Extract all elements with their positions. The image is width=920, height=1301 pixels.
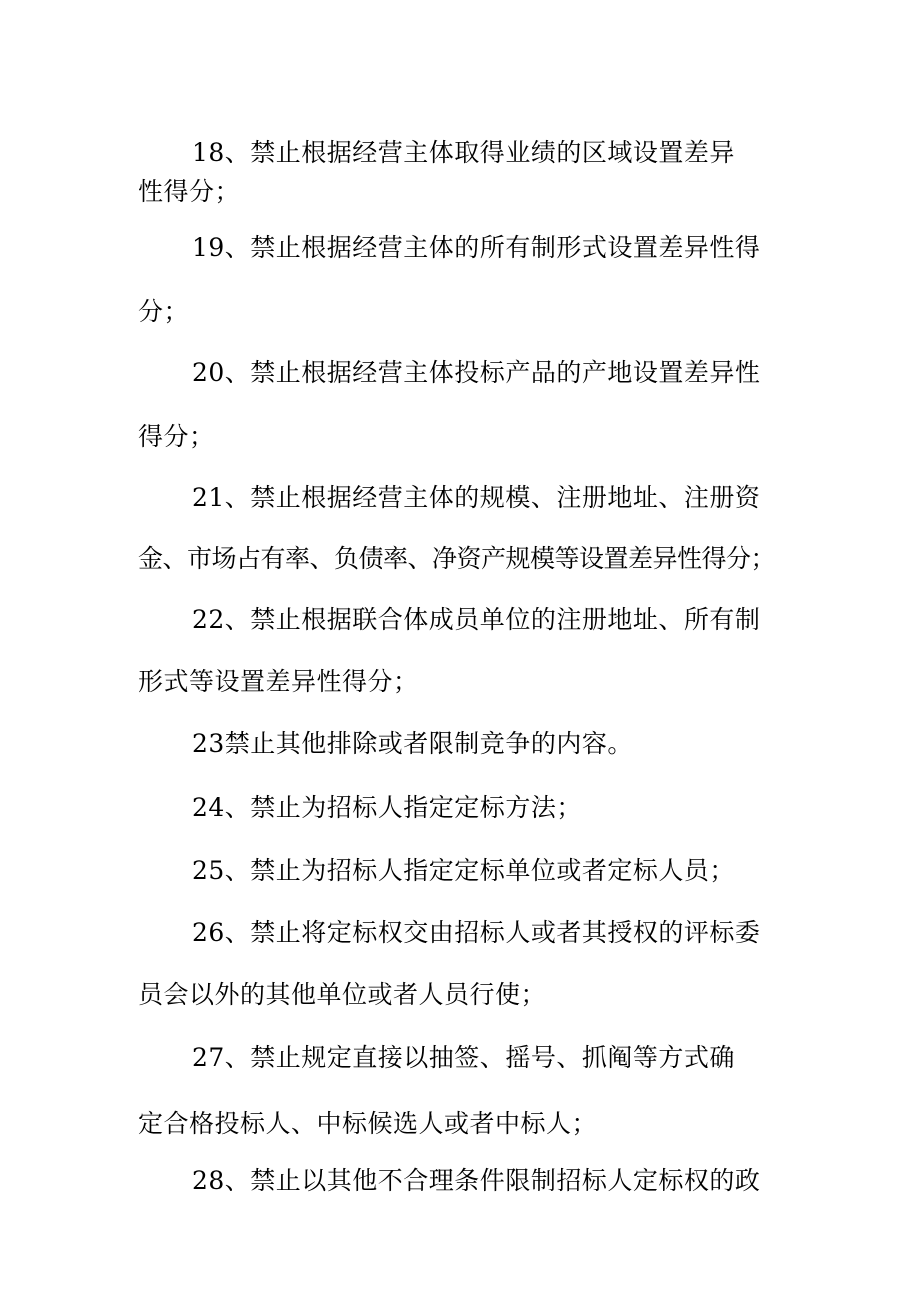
text-line: 得分； <box>138 422 215 451</box>
text-line: 19、禁止根据经营主体的所有制形式设置差异性得 <box>192 233 761 262</box>
text-line: 22、禁止根据联合体成员单位的注册地址、所有制 <box>192 605 761 634</box>
text-line: 定合格投标人、中标候选人或者中标人； <box>138 1109 598 1138</box>
text-line: 21、禁止根据经营主体的规模、注册地址、注册资 <box>192 483 761 512</box>
text-line: 23禁止其他排除或者限制竞争的内容。 <box>192 729 633 758</box>
text-line: 20、禁止根据经营主体投标产品的产地设置差异性 <box>192 358 761 387</box>
text-line: 26、禁止将定标权交由招标人或者其授权的评标委 <box>192 918 761 947</box>
text-line: 18、禁止根据经营主体取得业绩的区域设置差异 <box>192 138 735 167</box>
text-line: 形式等设置差异性得分； <box>138 667 419 696</box>
text-line: 28、禁止以其他不合理条件限制招标人定标权的政 <box>192 1166 761 1195</box>
text-line: 员会以外的其他单位或者人员行使； <box>138 980 547 1009</box>
text-line: 27、禁止规定直接以抽签、摇号、抓阄等方式确 <box>192 1043 735 1072</box>
text-line: 性得分； <box>138 177 241 206</box>
text-line: 金、市场占有率、负债率、净资产规模等设置差异性得分； <box>138 544 776 573</box>
text-line: 分； <box>138 297 190 326</box>
text-line: 25、禁止为招标人指定定标单位或者定标人员； <box>192 856 735 885</box>
text-line: 24、禁止为招标人指定定标方法； <box>192 793 582 822</box>
